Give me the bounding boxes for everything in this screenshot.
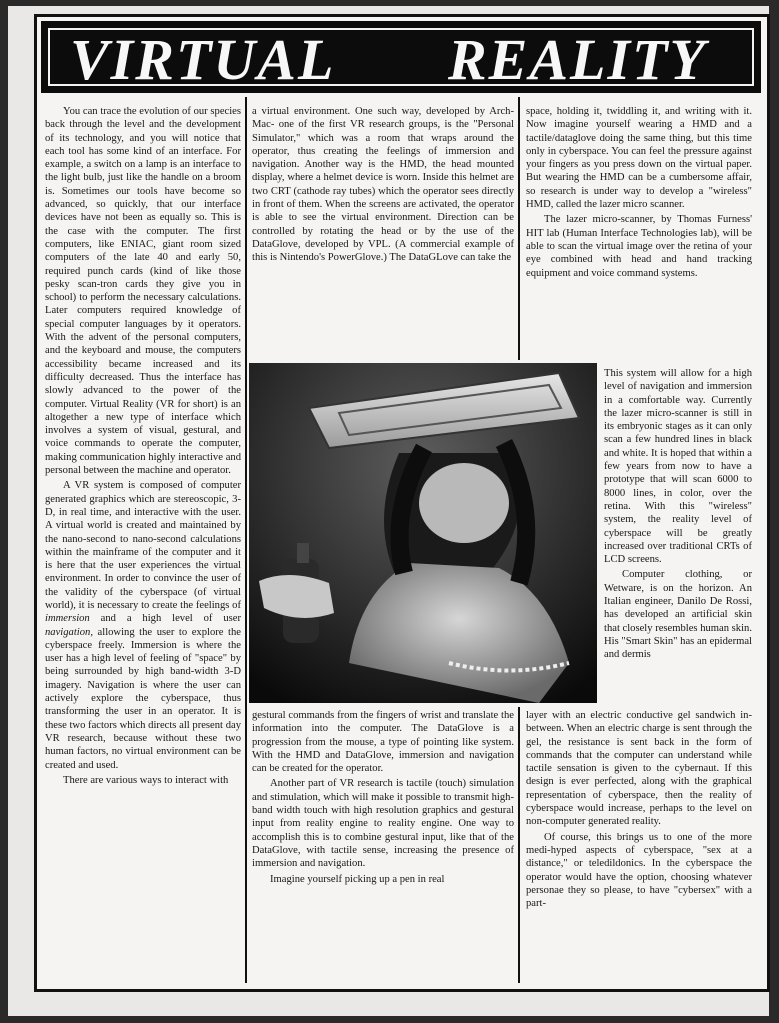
column-2-bottom [252,709,514,886]
paragraph: There are various ways to interact with [63,774,229,786]
paragraph: layer with an electric conductive gel sandwich in-between. When an electric charge is sent through the gel, the resistance is sent back in the form of commands that the computer can understand while tactile sensation is given to the cybernaut. If this design is ever perfected, along with the graphical representation of cyberspace, then the reality of cyberspace would increase, perhaps to the level on non-computer generated reality. [526,710,752,828]
paragraph: gestural commands from the fingers of wrist and translate the information into the computer. The DataGlove is a progression from the mouse, a type of pointing like system. With the HMD and DataGlove, immersion and navigation can be created for the operator. [252,710,514,775]
column-rule [518,707,520,983]
article-frame [34,14,770,992]
paragraph: You can trace the evolution of our species back through the level and the development of its technology, and you will notice that each tool has some kind of an interface. For example, a switch on a lamp is an interface to the light bulb, just like the handle on a broom is. Sometimes our tools have become so advanced, so quickly, that our interface devices have not been as equally so. This is the case with the computer. The first computers, like ENIAC, giant room sized computers of the late 40 and early 50, required punch cards (kind of like those pesky scan-tron cards they give you in school) to perform the necessary calculations. Later computers required knowledge of special computer languages by it operators. With the advent of the personal computers, and the keyboard and mouse, the computers accessibility became increased and its difficulty decreased. Thus the interface has slowly advanced to the power of the computer. Virtual Reality (VR for short) is an altogether a new type of interface which involves a system of visual, gestural, and voice commands to operate the computer, making communication highly interactive and personal between the machine and operator. [45,106,241,477]
column-1 [45,105,241,787]
paragraph: The lazer micro-scanner, by Thomas Furness' HIT lab (Human Interface Technologies lab), will be able to scan the virtual image over the retina of your eye combined with head and hand tracking equipment and voice command systems. [526,214,752,279]
title-banner [41,21,761,93]
hmd-photo [249,363,597,703]
paragraph: Another part of VR research is tactile (touch) simulation and stimulation, which will make it possible to transmit high-band width touch with high resolution graphics and gestural input from reality engine to reality engine. One way to accomplish this is to combine gestural input, like that of the DataGlove, with tactile sense, increasing the presence of immersion and navigation. [252,778,514,870]
column-rule [245,97,247,983]
column-3-bottom [526,709,752,910]
column-3-narrow [604,367,752,662]
magazine-page [8,6,769,1016]
title-word-virtual: VIRTUAL [70,27,336,92]
paragraph: a virtual environment. One such way, developed by Arch-Mac- one of the first VR research groups, is the "Personal Simulator," which was a room that wraps around the operator, thus creating the feelings of immersion and navigation. Another way is the HMD, the head mounted display, where a helmet device is worn. Inside this helmet are two CRT (cathode ray tubes) which the operator sees directly in front of them. When the screens are activated, the operator is able to see the virtual environment. Direction can be controlled by rotating the head or by the use of the DataGlove, developed by VPL. (A commercial example of this is Nintendo's PowerGlove.) The DataGLove can take the [252,106,514,264]
column-2-top [252,105,514,265]
paragraph: Of course, this brings us to one of the more medi-hyped aspects of cyberspace, "sex at a distance," or teledildonics. In the cyberspace the operator would have the option, choosing whatever personae they so please, to have "cybersex" with a part- [526,831,752,910]
paragraph: A VR system is composed of computer generated graphics which are stereoscopic, 3-D, in real time, and interactive with the user. A virtual world is created and maintained by the nano-second to nano-second calculations within the mainframe of the computer and it is here that the user experiences the virtual environment. In order to convince the user of the validity of the cyberspace (of virtual world), it is necessary to create the feelings of immersion and a high level of user navigation, allowing the user to explore the cyberspace freely. Immersion is where the user has a high level of feeling of "space" by being surrounded by high band-width 3-D imagery. Navigation is where the user can actively explore the cyberspace, thus transforming the user in an operator. It is these two factors which directs all present day VR research, because without these two human factors, no virtual environment can be created and used. [45,480,241,771]
person-with-hmd-and-dataglove-photo [249,363,597,703]
paragraph: Computer clothing, or Wetware, is on the horizon. An Italian engineer, Danilo De Rossi, has developed an artificial skin that closely resembles human skin. His "Smart Skin" has an epidermal and dermis [604,569,752,661]
paragraph: This system will allow for a high level of navigation and immersion in a comfortable way. Currently the lazer micro-scanner is still in its embryonic stages as it can only scan a few hundred lines in black and white. It is hoped that within a few years from now to have a prototype that will scan 6000 to 8000 lines, in color, over the retina. With this "wireless" system, the reality level of cyberspace will be greatly increased over traditional CRTs of LCD screens. [604,368,752,566]
column-rule [518,97,520,360]
paragraph: space, holding it, twiddling it, and writing with it. Now imagine yourself wearing a HMD and a tactile/dataglove doing the same thing, but this time only in cyberspace. You can feel the pressure against your fingers as you press down on the virtual paper. But wearing the HMD can be a cumbersome affair, so research is under way to develop a "wireless" HMD, called the lazer micro scanner. [526,106,752,211]
paragraph: Imagine yourself picking up a pen in real [270,873,445,885]
title-word-reality: REALITY [448,27,707,92]
column-3-top [526,105,752,280]
